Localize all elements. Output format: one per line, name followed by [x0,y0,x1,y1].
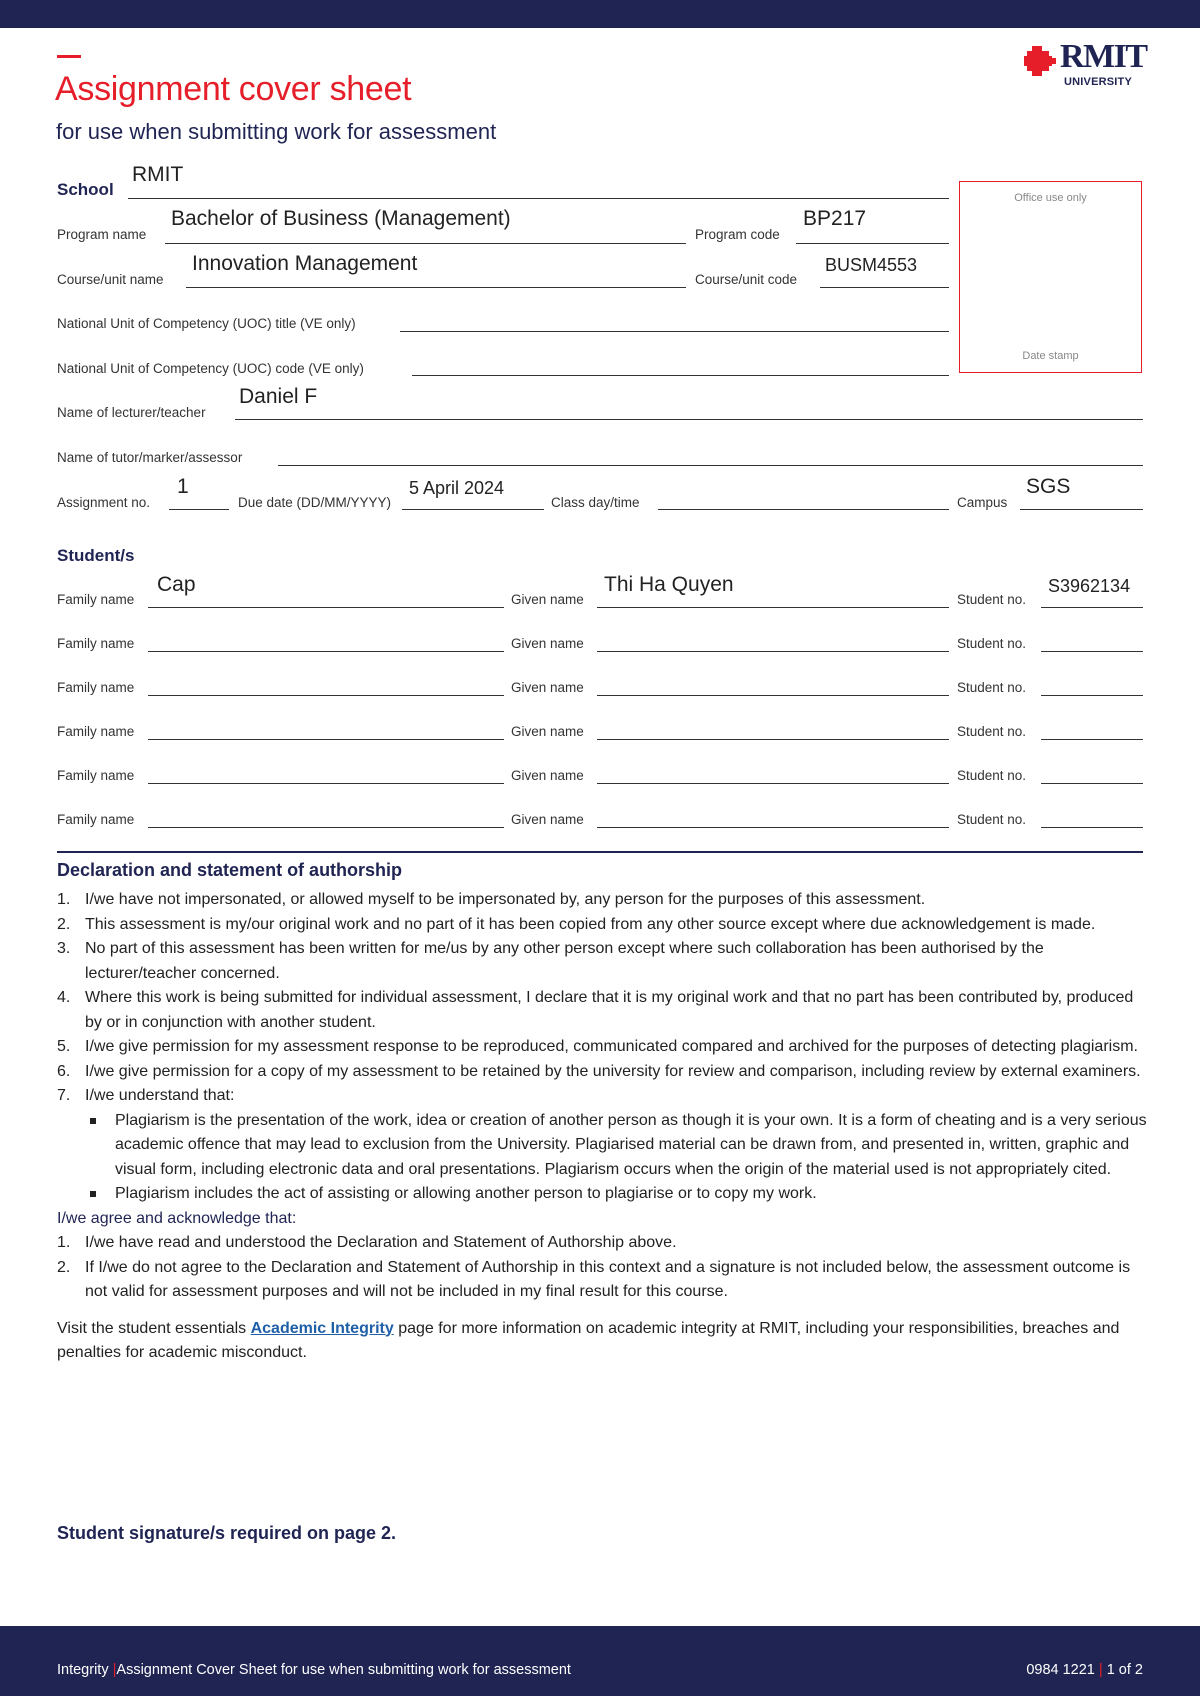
lecturer-line [235,419,1143,420]
program-name-label: Program name [57,227,147,242]
family-name-label: Family name [57,592,135,607]
item-number: 2. [57,1258,71,1276]
footer-page-number: 1 of 2 [1106,1662,1143,1678]
student-no-label: Student no. [957,592,1027,607]
item-text: I/we have not impersonated, or allowed myself to be impersonated by, any person for the purposes of this assessment. [85,891,926,908]
office-use-box [959,181,1142,373]
footer-title: Assignment Cover Sheet for use when submitting work for assessment [116,1662,571,1678]
declaration-body [57,888,1147,1366]
uoc-code-line[interactable] [412,375,949,376]
footer-integrity: Integrity [57,1662,109,1678]
declaration-item [57,986,1147,1035]
given-name-line [597,695,949,696]
item-text: I/we understand that: [85,1087,235,1104]
lecturer-label: Name of lecturer/teacher [57,405,206,420]
title-accent-mark [57,55,81,58]
item-number: 6. [57,1062,71,1080]
agree-item [57,1231,1147,1256]
given-name-line [597,783,949,784]
class-time-line[interactable] [658,509,949,510]
agree-item [57,1256,1147,1305]
date-stamp-label: Date stamp [1022,350,1079,362]
family-name-label: Family name [57,636,135,651]
logo-subtext: UNIVERSITY [1064,76,1133,88]
student-no-line [1041,607,1143,608]
tutor-line[interactable] [278,465,1143,466]
school-value[interactable]: RMIT [132,163,184,186]
page-title: Assignment cover sheet [55,70,412,108]
student-no-line [1041,695,1143,696]
footer-left [57,1662,571,1678]
bullet-text: Plagiarism is the presentation of the work, idea or creation of another person as though it is your own. It is a form of cheating and is a very serious academic offence that may lead to exclusion from the University. Plagiarised material can be drawn from, and presented in, written, graphic and visual form, including electronic data and oral presentations. Plagiarism occurs when the origin of the material used is not appropriately cited. [115,1111,1147,1178]
campus-value[interactable]: SGS [1026,475,1071,498]
given-name-label: Given name [511,636,584,651]
student-no-label: Student no. [957,768,1027,783]
family-name-line [148,739,504,740]
declaration-list [57,888,1147,1109]
rmit-logo [1022,38,1152,94]
rmit-pixel-icon [1022,44,1058,80]
plagiarism-bullets [57,1109,1147,1207]
family-name-label: Family name [57,768,135,783]
declaration-heading: Declaration and statement of authorship [57,860,403,880]
footer-separator: | [112,1662,117,1678]
student-no-label: Student no. [957,724,1027,739]
student-no-label: Student no. [957,636,1027,651]
item-text: This assessment is my/our original work and no part of it has been copied from any other source except where due acknowledgement is made. [85,915,1096,933]
due-date-label: Due date (DD/MM/YYYY) [238,495,392,510]
item-number: 4. [57,989,71,1006]
declaration-item [57,1060,1147,1085]
office-use-label: Office use only [1014,192,1087,204]
given-name-line [597,739,949,740]
student-no-line [1041,783,1143,784]
students-heading: Student/s [57,546,135,565]
item-text: No part of this assessment has been written for me/us by any other person except where such collaboration has been authorised by the lecturer/teacher concerned. [85,940,1044,982]
due-date-line [402,509,544,510]
course-name-label: Course/unit name [57,272,164,287]
course-code-line [820,287,949,288]
footer-right [1026,1662,1143,1678]
academic-integrity-link[interactable]: Academic Integrity [250,1319,394,1337]
bullet-text: Plagiarism includes the act of assisting or allowing another person to plagiarise or to copy my work. [115,1185,817,1202]
assignment-no-value[interactable]: 1 [177,475,189,498]
family-name-line [148,607,504,608]
class-time-label: Class day/time [551,495,640,510]
uoc-code-label: National Unit of Competency (UOC) code (VE only) [57,361,364,376]
program-name-value[interactable]: Bachelor of Business (Management) [171,207,511,230]
signature-note: Student signature/s required on page 2. [57,1523,397,1543]
item-number: 5. [57,1038,71,1055]
given-name-value[interactable]: Thi Ha Quyen [604,573,734,596]
assignment-no-label: Assignment no. [57,495,151,510]
given-name-line [597,607,949,608]
family-name-line [148,651,504,652]
student-no-label: Student no. [957,812,1027,827]
student-no-line [1041,651,1143,652]
footer-bar [0,1626,1200,1696]
top-banner [0,0,1200,28]
course-code-label: Course/unit code [695,272,798,287]
campus-label: Campus [957,495,1008,510]
item-number: 1. [57,891,71,908]
bullet-square-icon [90,1118,96,1124]
course-name-line [186,287,686,288]
section-divider [57,851,1143,853]
student-no-line [1041,827,1143,828]
plagiarism-bullet [85,1182,1147,1207]
footer-code: 0984 1221 [1026,1662,1095,1678]
item-number: 2. [57,915,71,933]
declaration-item [57,937,1147,986]
given-name-label: Given name [511,724,584,739]
given-name-label: Given name [511,680,584,695]
family-name-label: Family name [57,680,135,695]
item-number: 3. [57,940,71,957]
given-name-label: Given name [511,592,584,607]
lecturer-value[interactable]: Daniel F [239,385,318,408]
school-field-line [128,198,949,199]
course-name-value[interactable]: Innovation Management [192,252,418,275]
declaration-item [57,1084,1147,1109]
item-text: If I/we do not agree to the Declaration and Statement of Authorship in this context and a signature is not included below, the assessment outcome is not valid for assessment purposes and will not be included in my final result for this course. [85,1258,1131,1300]
family-name-line [148,783,504,784]
visit-paragraph: Visit the student essentials Academic Integrity page for more information on academic integrity at RMIT, including your responsibilities, breaches and penalties for academic misconduct. [57,1319,1120,1361]
school-label: School [57,180,114,199]
declaration-item [57,913,1147,938]
logo-text: RMIT [1060,38,1147,75]
footer-separator-2: | [1098,1662,1103,1678]
course-code-value[interactable]: BUSM4553 [825,255,918,275]
given-name-label: Given name [511,812,584,827]
student-no-line [1041,739,1143,740]
assignment-no-line [169,509,229,510]
item-text: Where this work is being submitted for individual assessment, I declare that it is my original work and that no part has been contributed by, produced by or in conjunction with another student. [85,989,1134,1031]
uoc-title-label: National Unit of Competency (UOC) title (VE only) [57,316,356,331]
item-number: 1. [57,1234,71,1251]
item-text: I/we give permission for a copy of my assessment to be retained by the university for review and comparison, including review by external examiners. [85,1062,1141,1080]
declaration-item [57,1035,1147,1060]
declaration-item [57,888,1147,913]
item-text: I/we give permission for my assessment response to be reproduced, communicated compared and archived for the purposes of detecting plagiarism. [85,1038,1138,1055]
program-name-line [165,243,686,244]
student-no-value[interactable]: S3962134 [1048,576,1131,596]
student-no-label: Student no. [957,680,1027,695]
program-code-label: Program code [695,227,780,242]
due-date-value[interactable]: 5 April 2024 [409,478,505,498]
family-name-label: Family name [57,724,135,739]
agree-list [57,1231,1147,1305]
given-name-label: Given name [511,768,584,783]
family-name-line [148,695,504,696]
plagiarism-bullet [85,1109,1147,1183]
given-name-line [597,827,949,828]
item-text: I/we have read and understood the Declaration and Statement of Authorship above. [85,1234,677,1251]
program-code-value[interactable]: BP217 [803,207,867,230]
program-code-line [796,243,949,244]
uoc-title-line[interactable] [400,331,949,332]
item-number: 7. [57,1087,71,1104]
given-name-line [597,651,949,652]
agree-heading: I/we agree and acknowledge that: [57,1209,297,1227]
family-name-label: Family name [57,812,135,827]
campus-line [1020,509,1143,510]
family-name-value[interactable]: Cap [157,573,196,596]
bullet-square-icon [90,1191,96,1197]
page-subtitle: for use when submitting work for assessment [56,119,497,144]
tutor-label: Name of tutor/marker/assessor [57,450,243,465]
family-name-line [148,827,504,828]
